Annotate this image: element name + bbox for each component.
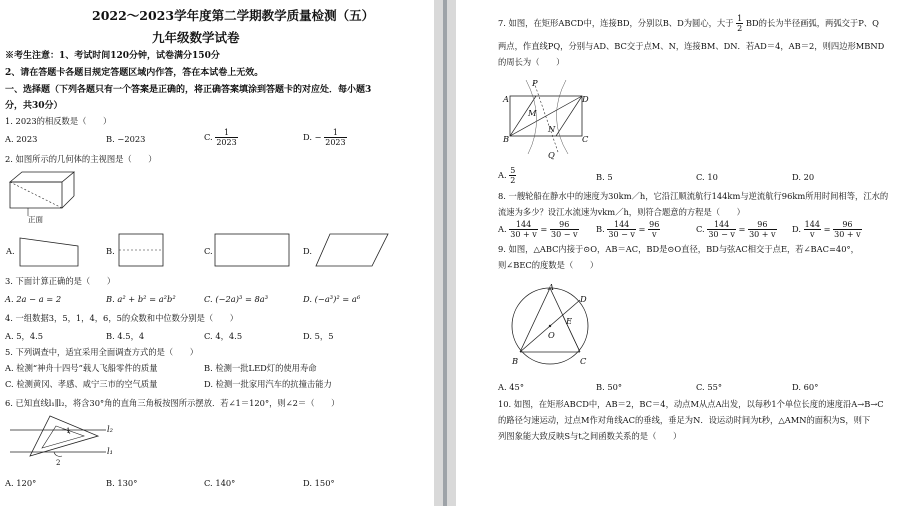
- q9-point-a: A: [548, 282, 554, 292]
- q7-line-2: 两点，作直线PQ，分别与AD、BC交于点M、N，连接BM、DN．若AD＝4，AB＝2，则四边形MBND: [498, 41, 885, 51]
- section-heading-cont: 分，共30分）: [5, 101, 63, 111]
- q9-point-o: O: [548, 330, 555, 340]
- q1-option-a: A. 2023: [5, 134, 38, 144]
- section-heading: 一、选择题（下列各题只有一个答案是正确的，将正确答案填涂到答题卡的对应处．每小题3: [5, 85, 372, 95]
- q2-option-a: A.: [6, 246, 15, 256]
- q8-d-d1: v: [810, 230, 815, 239]
- page-scroll-divider[interactable]: [443, 0, 447, 506]
- q6-option-c: C. 140°: [204, 478, 236, 488]
- q1-option-d-fraction: [324, 128, 346, 147]
- q7-option-c: C. 10: [696, 172, 718, 182]
- q7-point-a: A: [503, 94, 509, 104]
- q8-a-d1: 30 + v: [510, 230, 537, 239]
- q4-option-c: C. 4，4.5: [204, 331, 243, 341]
- q2-option-b: B.: [106, 246, 115, 256]
- q1-option-c-fraction: [215, 128, 237, 147]
- q9-point-d: D: [580, 294, 587, 304]
- q2-option-c-figure: [214, 232, 290, 268]
- exam-subtitle: 九年级数学试卷: [152, 30, 240, 45]
- q8-c-n1: 144: [707, 220, 736, 230]
- q1-c-num: 1: [215, 128, 237, 138]
- q7-point-q: Q: [548, 150, 555, 160]
- q7-half-fraction: [736, 14, 743, 33]
- q6-option-a: A. 120°: [5, 478, 37, 488]
- q8-c-d2: 30 + v: [749, 230, 776, 239]
- q10-line-3: 列图象能大致反映S与t之间函数关系的是（ ）: [498, 431, 682, 441]
- q1-d-den: 2023: [325, 138, 346, 147]
- q8-a-n1: 144: [509, 220, 538, 230]
- q7-point-c: C: [582, 134, 589, 144]
- q8-b-d2: v: [651, 230, 657, 239]
- q7-point-n: N: [548, 124, 556, 134]
- exam-page-right: [456, 0, 900, 506]
- notice-line-1: ※考生注意：1、考试时间120分钟，试卷满分150分: [5, 51, 220, 61]
- q2-option-d-figure: [314, 232, 390, 268]
- q8-b-frac2: [648, 220, 660, 239]
- q8-d-label: D.: [792, 224, 801, 234]
- q8-c-eq: =: [738, 224, 746, 234]
- q1-stem: 1. 2023的相反数是（ ）: [5, 116, 112, 126]
- q7-line-3: 的周长为（ ）: [498, 57, 565, 67]
- q8-option-d: [792, 220, 862, 239]
- q8-d-eq: =: [823, 224, 831, 234]
- q9-option-d: D. 60°: [792, 382, 819, 392]
- q6-label-l1: l₁: [107, 446, 113, 456]
- q3-option-c: C. (−2a)³ = 8a³: [204, 294, 269, 304]
- q6-option-d: D. 150°: [303, 478, 335, 488]
- q3-stem: 3. 下面计算正确的是（ ）: [5, 276, 116, 286]
- q8-b-label: B.: [596, 224, 605, 234]
- q10-line-2: 的路径匀速运动，过点M作对角线AC的垂线，垂足为N．设运动时间为t秒，△AMN的面积为S，则下: [498, 415, 871, 425]
- q4-option-b: B. 4.5，4: [106, 331, 145, 341]
- q8-b-n2: 96: [649, 220, 660, 229]
- q5-option-d: D. 检测一批家用汽车的抗撞击能力: [204, 379, 332, 389]
- q5-option-a: A. 检测“神舟十四号”载人飞船零件的质量: [5, 363, 158, 373]
- q2-solid-figure: [6, 168, 78, 218]
- q6-label-l2: l₂: [107, 424, 113, 434]
- q1-option-b: B. −2023: [106, 134, 146, 144]
- q8-b-frac1: [607, 220, 636, 239]
- q2-front-label: 正面: [28, 215, 43, 224]
- q6-option-b: B. 130°: [106, 478, 138, 488]
- q9-point-c: C: [580, 356, 587, 366]
- q2-option-b-figure: [118, 232, 164, 268]
- q5-stem: 5. 下列调查中，适宜采用全面调查方式的是（ ）: [5, 347, 199, 357]
- q9-line-1: 9. 如图，△ABC内接于⊙O，AB＝AC，BD是⊙O直径，BD与弦AC相交于点E，若∠BAC=40°，: [498, 244, 859, 254]
- q9-figure: [504, 282, 604, 366]
- q8-d-frac2: [833, 220, 862, 239]
- q6-label-angle-2: 2: [56, 459, 61, 467]
- q8-d-n2: 96: [833, 220, 862, 230]
- q7-option-a: [498, 166, 516, 185]
- q1-option-c-label: C.: [204, 132, 213, 142]
- q3-option-a: A. 2a − a = 2: [5, 294, 62, 304]
- q1-c-den: 2023: [216, 138, 237, 147]
- q7-point-p: P: [532, 78, 538, 88]
- q7-figure: [506, 78, 588, 160]
- q7-option-a-fraction: [509, 166, 516, 185]
- q8-a-frac1: [509, 220, 538, 239]
- q8-a-eq: =: [540, 224, 548, 234]
- q8-a-label: A.: [498, 224, 507, 234]
- q8-b-eq: =: [638, 224, 646, 234]
- q1-option-d-label: D. −: [303, 132, 322, 142]
- q8-line-2: 流速为多少？设江水流速为vkm／h，则符合题意的方程是（ ）: [498, 207, 745, 217]
- exam-page-left: [0, 0, 434, 506]
- q7-option-a-label: A.: [498, 170, 507, 180]
- q8-option-b: [596, 220, 660, 239]
- q8-c-frac2: [748, 220, 777, 239]
- q9-point-e: E: [566, 316, 573, 326]
- q7-point-m: M: [528, 108, 537, 118]
- q8-a-d2: 30 − v: [551, 230, 578, 239]
- q7-point-d: D: [582, 94, 589, 104]
- q1-option-d: [303, 128, 347, 147]
- q5-option-b: B. 检测一批LED灯的使用寿命: [204, 363, 317, 373]
- q8-b-d1: 30 − v: [608, 230, 635, 239]
- q7-line-1b: BD的长为半径画弧，两弧交于P、Q: [745, 18, 879, 28]
- q9-option-c: C. 55°: [696, 382, 723, 392]
- q1-d-num: 1: [324, 128, 346, 138]
- q9-point-b: B: [512, 356, 519, 366]
- q7-option-d: D. 20: [792, 172, 815, 182]
- notice-line-2: 2、请在答题卡各题目规定答题区域内作答，答在本试卷上无效。: [5, 68, 264, 78]
- q8-c-label: C.: [696, 224, 705, 234]
- q2-stem: 2. 如图所示的几何体的主视图是（ ）: [5, 154, 157, 164]
- q7-half-num: 1: [737, 14, 743, 23]
- q8-c-frac1: [707, 220, 736, 239]
- q9-option-a: A. 45°: [498, 382, 524, 392]
- q7-point-b: B: [503, 134, 510, 144]
- q3-option-d: D. (−a³)² = a⁶: [303, 294, 361, 304]
- q7-a-den: 2: [510, 176, 516, 185]
- q8-a-n2: 96: [550, 220, 579, 230]
- q2-option-c: C.: [204, 246, 213, 256]
- q9-option-b: B. 50°: [596, 382, 623, 392]
- q2-option-a-figure: [18, 234, 80, 268]
- q8-d-n1: 144: [804, 220, 820, 229]
- q1-option-c: [204, 128, 238, 147]
- q2-option-d: D.: [303, 246, 312, 256]
- q5-option-c: C. 检测黄冈、孝感、咸宁三市的空气质量: [5, 379, 158, 389]
- q7-option-b: B. 5: [596, 172, 613, 182]
- q8-a-frac2: [550, 220, 579, 239]
- exam-title: 2022～2023学年度第二学期教学质量检测（五）: [92, 8, 375, 23]
- q8-d-frac1: [804, 220, 821, 239]
- q8-option-c: [696, 220, 777, 239]
- q8-c-n2: 96: [748, 220, 777, 230]
- q7-a-num: 5: [510, 166, 516, 175]
- q6-stem: 6. 已知直线l₁∥l₂，将含30°角的直角三角板按图所示摆放．若∠1＝120°，则∠2＝（ ）: [5, 398, 340, 408]
- q7-line-1: [498, 14, 879, 33]
- q7-line-1a: 7. 如图，在矩形ABCD中，连接BD，分别以B、D为圆心，大于: [498, 18, 734, 28]
- q7-half-den: 2: [737, 24, 743, 33]
- q8-option-a: [498, 220, 579, 239]
- q4-stem: 4. 一组数据3，5，1，4，6，5的众数和中位数分别是（ ）: [5, 313, 239, 323]
- q8-line-1: 8. 一艘轮船在静水中的速度为30km／h，它沿江顺流航行144km与逆流航行96km所用时间相等，江水的: [498, 191, 889, 201]
- q8-b-n1: 144: [607, 220, 636, 230]
- q8-d-d2: 30 + v: [834, 230, 861, 239]
- q4-option-d: D. 5，5: [303, 331, 334, 341]
- q3-option-b: B. a² + b² = a²b²: [106, 294, 176, 304]
- q6-label-angle-1: 1: [66, 427, 71, 435]
- q6-figure: [10, 412, 120, 468]
- q8-c-d1: 30 − v: [708, 230, 735, 239]
- q4-option-a: A. 5，4.5: [5, 331, 44, 341]
- q10-line-1: 10. 如图，在矩形ABCD中，AB＝2，BC＝4，动点M从点A出发，以每秒1个单位长度的速度沿A→B→C: [498, 399, 884, 409]
- q9-line-2: 则∠BEC的度数是（ ）: [498, 260, 599, 270]
